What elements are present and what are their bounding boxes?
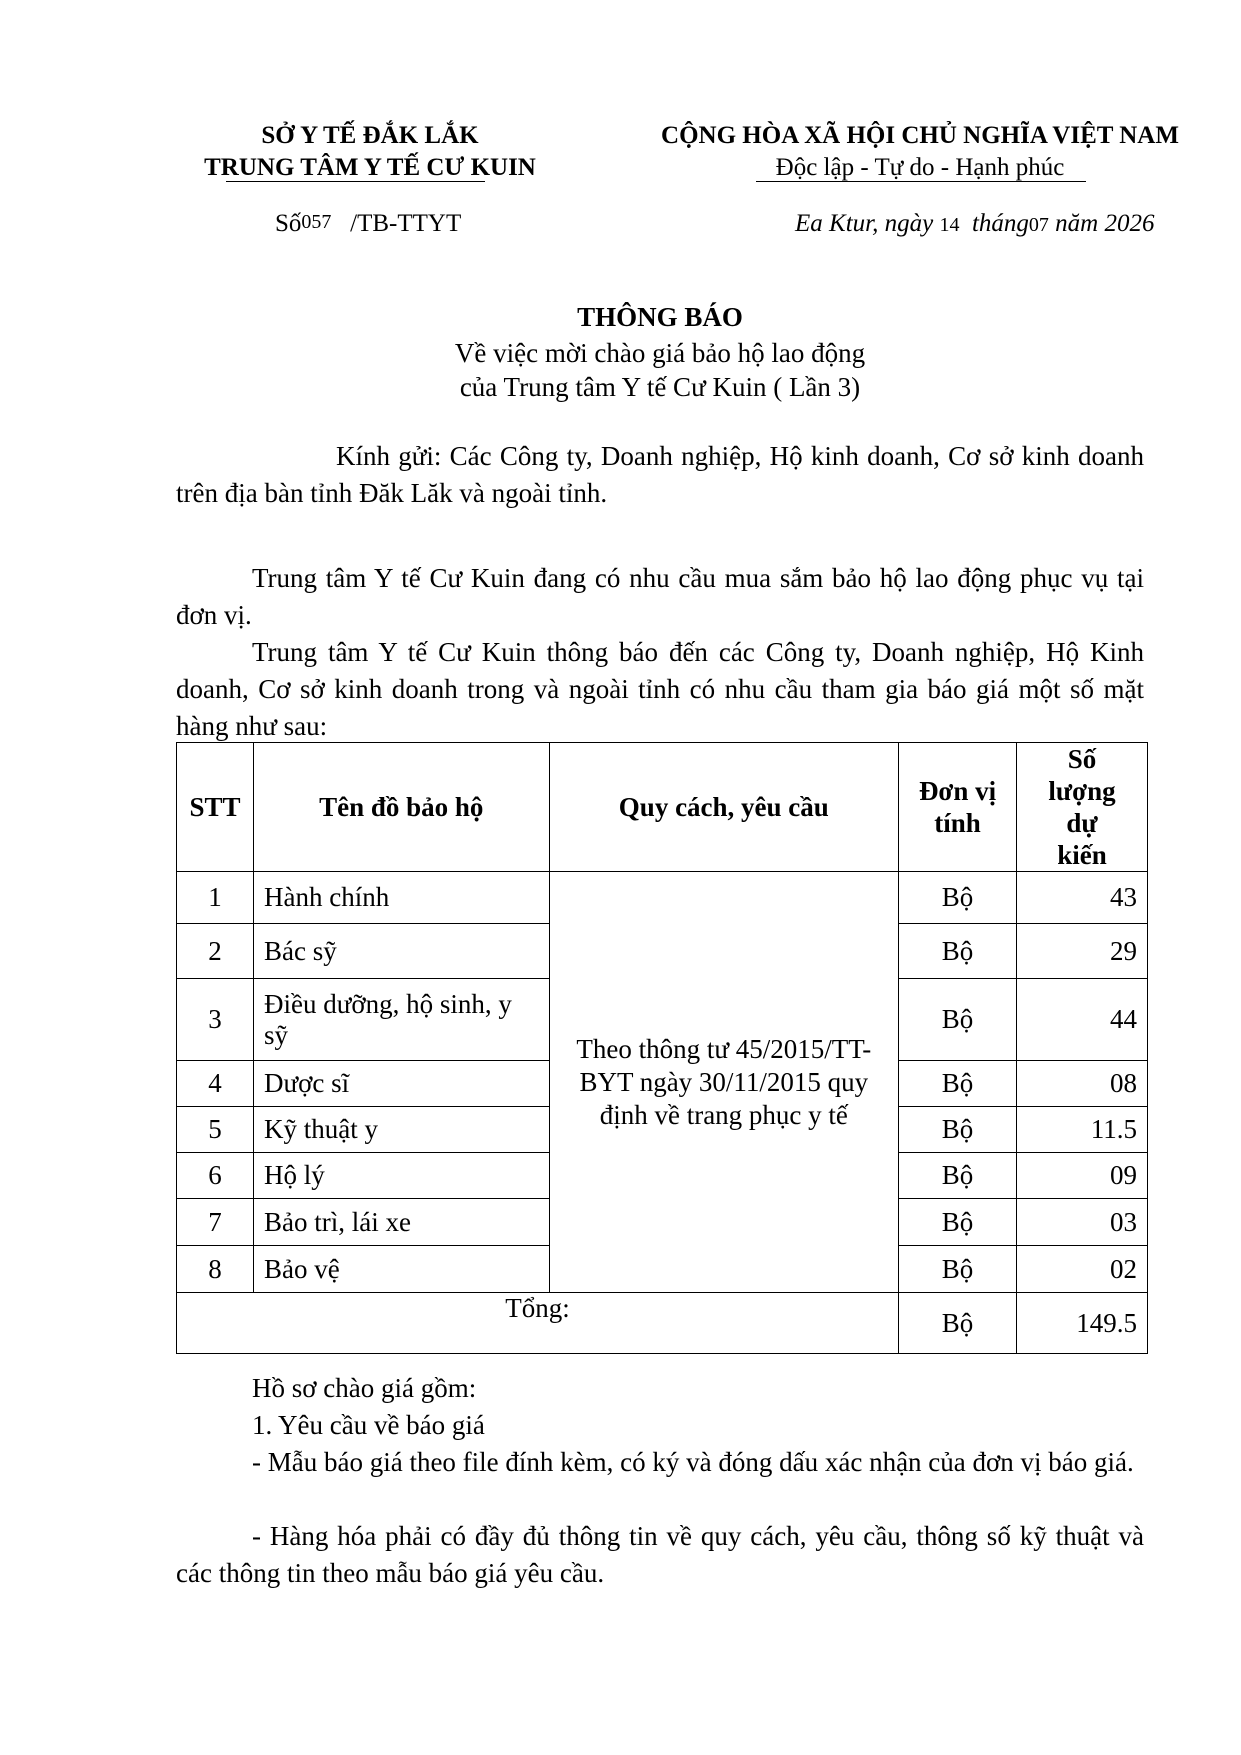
table-header-row <box>177 743 1148 872</box>
requirement-item-1: 1. Yêu cầu về báo giá <box>252 1410 485 1440</box>
col-header-qty: Số lượng dự kiến <box>1017 743 1148 872</box>
recipient-line: Kính gửi: Các Công ty, Doanh nghiệp, Hộ kinh doanh, Cơ sở kinh doanh trên địa bàn tỉnh Đăk Lăk và ngoài tỉnh. <box>176 441 1144 508</box>
motto: Độc lập - Tự do - Hạnh phúc <box>775 154 1065 181</box>
nation-name: CỘNG HÒA XÃ HỘI CHỦ NGHĨA VIỆT NAM <box>661 122 1179 149</box>
col-header-unit: Đơn vị tính <box>899 743 1017 872</box>
issuing-agency <box>160 120 580 184</box>
requirement-bullet-1: - Mẫu báo giá theo file đính kèm, có ký và đóng dấu xác nhận của đơn vị báo giá. <box>252 1447 1134 1477</box>
table-total-row <box>177 1293 1148 1354</box>
total-label: Tổng: <box>177 1293 899 1354</box>
table-row: 1 Hành chính Theo thông tư 45/2015/TT-BYT ngày 30/11/2015 quy định về trang phục y tế Bộ 43 <box>177 872 1148 924</box>
national-motto <box>640 120 1200 184</box>
intro-paragraph-2: Trung tâm Y tế Cư Kuin thông báo đến các Công ty, Doanh nghiệp, Hộ Kinh doanh, Cơ sở kinh doanh trong và ngoài tỉnh có nhu cầu tham gia báo giá một số mặt hàng như sau: <box>176 637 1144 741</box>
col-header-stt: STT <box>177 743 254 872</box>
motto-underline <box>756 181 1086 182</box>
col-header-spec: Quy cách, yêu cầu <box>549 743 899 872</box>
table-row: 7 Bảo trì, lái xe Bộ 03 <box>177 1199 1148 1246</box>
requirement-bullet-2: - Hàng hóa phải có đầy đủ thông tin về quy cách, yêu cầu, thông số kỹ thuật và các thông tin theo mẫu báo giá yêu cầu. <box>176 1521 1144 1588</box>
place-date: Ea Ktur, ngày 14 tháng07 năm 2026 <box>795 210 1155 237</box>
date-month: 07 <box>1028 214 1049 236</box>
total-qty: 149.5 <box>1017 1293 1148 1354</box>
doc-number-value: 057 <box>301 211 332 233</box>
intro-paragraph-1: Trung tâm Y tế Cư Kuin đang có nhu cầu mua sắm bảo hộ lao động phục vụ tại đơn vị. <box>176 563 1144 630</box>
date-day: 14 <box>939 214 960 236</box>
table-row: 3 Điều dưỡng, hộ sinh, y sỹ Bộ 44 <box>177 979 1148 1061</box>
document-subtitle: Về việc mời chào giá bảo hộ lao động của Trung tâm Y tế Cư Kuin ( Lần 3) <box>454 338 866 402</box>
total-unit: Bộ <box>899 1293 1017 1354</box>
agency-underline <box>226 181 485 182</box>
spec-cell: Theo thông tư 45/2015/TT-BYT ngày 30/11/2015 quy định về trang phục y tế <box>549 872 899 1293</box>
agency-parent: SỞ Y TẾ ĐẮK LẮK <box>261 122 479 149</box>
table-row: 6 Hộ lý Bộ 09 <box>177 1153 1148 1199</box>
document-number: Số057 /TB-TTYT <box>275 210 462 237</box>
document-title: THÔNG BÁO <box>577 302 743 332</box>
table-row: 8 Bảo vệ Bộ 02 <box>177 1246 1148 1293</box>
requirements-heading: Hồ sơ chào giá gồm: <box>252 1373 477 1403</box>
table-row: 4 Dược sĩ Bộ 08 <box>177 1061 1148 1107</box>
table-row: 2 Bác sỹ Bộ 29 <box>177 924 1148 979</box>
items-table <box>176 742 1148 1354</box>
agency-name: TRUNG TÂM Y TẾ CƯ KUIN <box>204 154 536 181</box>
col-header-name: Tên đồ bảo hộ <box>253 743 549 872</box>
table-row: 5 Kỹ thuật y Bộ 11.5 <box>177 1107 1148 1153</box>
